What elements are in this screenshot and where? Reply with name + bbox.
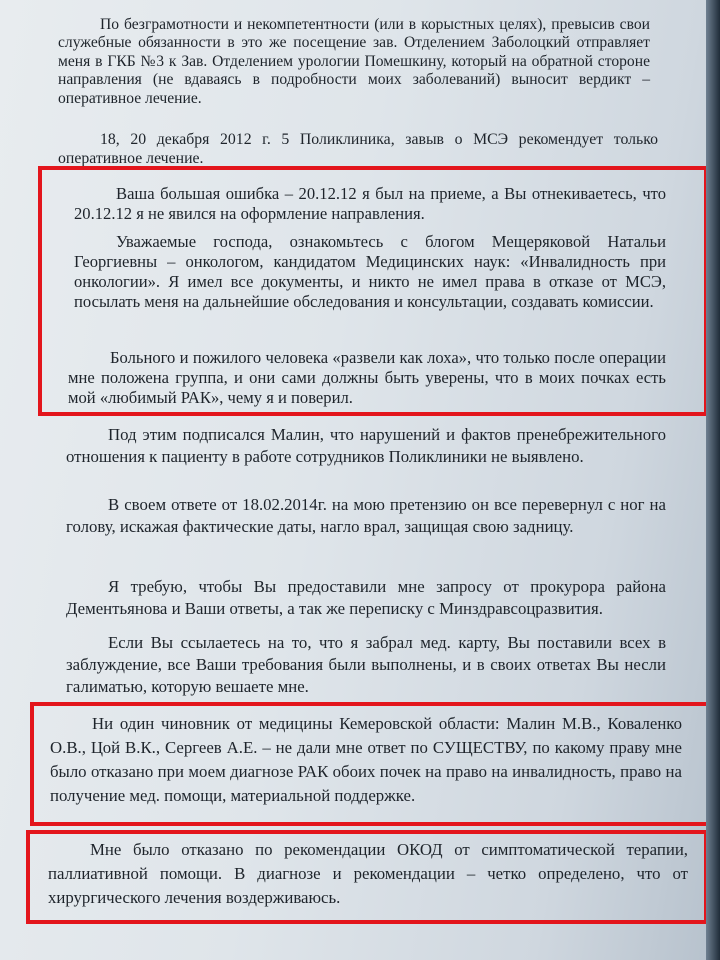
page-edge-shadow bbox=[706, 0, 720, 960]
paragraph-3: Ваша большая ошибка – 20.12.12 я был на приеме, а Вы отнекиваетесь, что 20.12.12 я не явился на оформление направления. bbox=[74, 184, 666, 223]
paragraph-1: По безграмотности и некомпетентности (или в корыстных целях), превысив свои служебные обязанности в это же посещение зав. Отделением Заболоцкий отправляет меня в ГКБ №3 к Зав. Отделением урологии Помешкину, который на обратной стороне направления (не вдаваясь в подробности моих заболеваний) выносит вердикт – оперативное лечение. bbox=[58, 16, 650, 107]
paragraph-10: Ни один чиновник от медицины Кемеровской области: Малин М.В., Коваленко О.В., Цой В.К., Сергеев А.Е. – не дали мне ответ по СУЩЕСТВУ, по какому праву мне было отказано при моем диагнозе РАК обоих почек на право на инвалидность, право на получение мед. помощи, материальной поддержке. bbox=[50, 714, 682, 805]
paragraph-8: Я требую, чтобы Вы предоставили мне запросу от прокурора района Дементьянова и Ваши ответы, а так же переписку с Минздравсоцразвития. bbox=[66, 577, 666, 618]
paragraph-4: Уважаемые господа, ознакомьтесь с блогом Мещеряковой Натальи Георгиевны – онкологом, кандидатом Медицинских наук: «Инвалидность при онкологии». Я имел все документы, и никто не имел права в отказе от МСЭ, посылать меня на дальнейшие обследования и консультации, создавать комиссии. bbox=[74, 232, 666, 311]
paragraph-5: Больного и пожилого человека «развели как лоха», что только после операции мне положена группа, и они сами должны быть уверены, что в моих почках есть мой «любимый РАК», чему я и поверил. bbox=[68, 348, 666, 407]
paragraph-6: Под этим подписался Малин, что нарушений и фактов пренебрежительного отношения к пациенту в работе сотрудников Поликлиники не выявлено. bbox=[66, 425, 666, 466]
paragraph-2: 18, 20 декабря 2012 г. 5 Поликлиника, завыв о МСЭ рекомендует только оперативное лечение. bbox=[58, 131, 658, 167]
paragraph-7: В своем ответе от 18.02.2014г. на мою претензию он все перевернул с ног на голову, искажая фактические даты, нагло врал, защищая свою задницу. bbox=[66, 495, 666, 536]
paragraph-9: Если Вы ссылаетесь на то, что я забрал мед. карту, Вы поставили всех в заблуждение, все Ваши требования были выполнены, и в своих ответах Вы несли галиматью, которую вешаете мне. bbox=[66, 633, 666, 696]
paragraph-11: Мне было отказано по рекомендации ОКОД от симптоматической терапии, паллиативной помощи. В диагнозе и рекомендации – четко определено, что от хирургического лечения воздерживаюсь. bbox=[48, 840, 688, 907]
